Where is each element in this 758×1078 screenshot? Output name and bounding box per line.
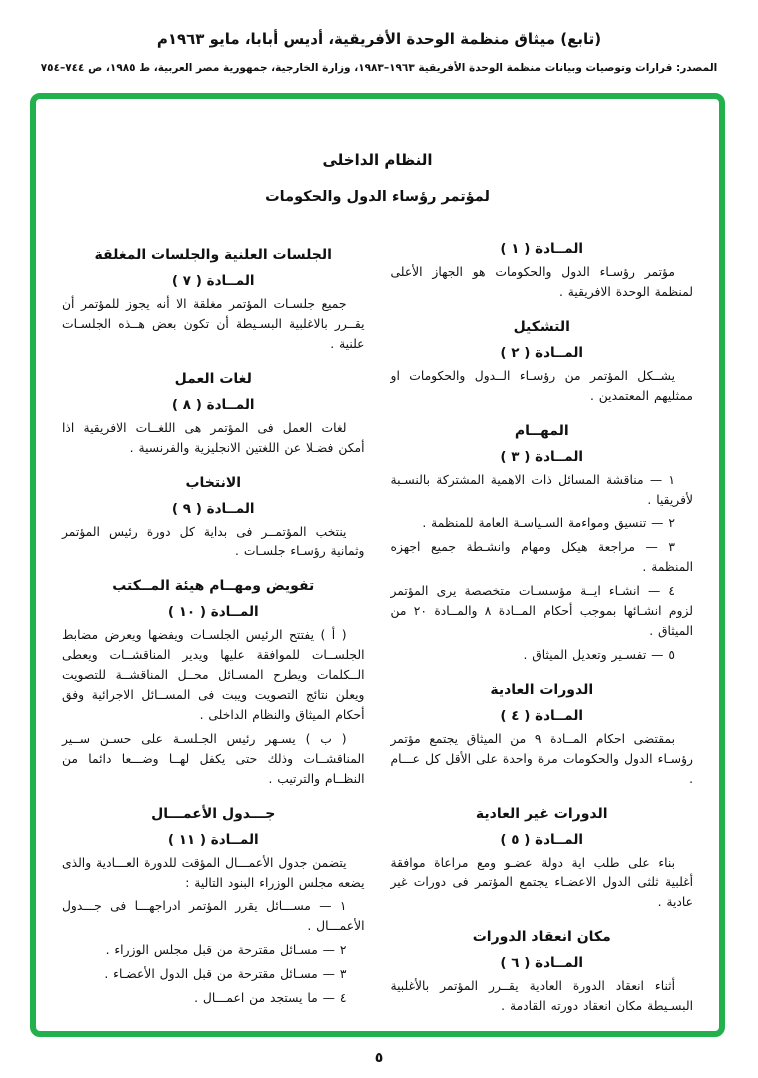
section-heading: الانتخاب (185, 474, 242, 491)
article-paragraph: ( ب ) يسـهر رئيس الجـلسـة على حسـن ســير المناقشــات وذلك حتى يكفل لهــا وضـــعا دائما من النظــام والترتيب . (62, 731, 365, 786)
article-number: المــادة ( ٦ ) (500, 955, 584, 972)
article-paragraph: ٣ — مسـائل مقترحة من قبل الدول الأعضـاء . (104, 967, 347, 982)
article-paragraph: ٢ — مسـائل مقترحة من قبل مجلس الوزراء . (105, 943, 347, 958)
article-section (62, 806, 365, 1009)
article-number: المــادة ( ٧ ) (171, 273, 255, 289)
article-paragraph: بناء على طلب اية دولة عضـو ومع مراعاة موافقة أغلبية ثلثى الدول الاعضـاء يجتمع المؤتمر فى دورات غير عادية . (390, 855, 693, 910)
doc-title-block (62, 151, 693, 205)
article-section (391, 806, 694, 914)
article-paragraph: أثناء انعقاد الدورة العادية يقــرر المؤتمر بالأغلبية البسـيطة مكان انعقاد دورته القادمة . (390, 979, 693, 1014)
article-paragraph: ٢ — تنسيق ومواءمة السـياسـة العامة للمنظمة . (422, 516, 675, 531)
article-number: المــادة ( ٢ ) (500, 344, 584, 361)
section-heading: لغات العمل (174, 370, 252, 387)
doc-title: النظام الداخلى (322, 151, 433, 169)
article-section (62, 247, 365, 355)
section-heading: التشكيل (513, 318, 570, 335)
article-paragraph: ٥ — تفسـير وتعديل الميثاق . (523, 647, 675, 662)
article-paragraph: لغات العمل فى المؤتمر هى اللغــات الافريقية اذا أمكن فضـلا عن اللغتين الانجليزية والفرنسية . (62, 420, 365, 455)
document-header-title: (تابع) ميثاق منظمة الوحدة الأفريقية، أديس أبابا، مايو ١٩٦٣م (156, 30, 602, 48)
article-number: المــادة ( ٤ ) (500, 707, 584, 724)
article-number: المــادة ( ٨ ) (171, 396, 255, 413)
article-section (391, 319, 694, 407)
article-paragraph: جميع جلسـات المؤتمر مغلقة الا أنه يجوز للمؤتمر أن يقــرر بالاغلبية البسـيطة أن تكون بعض هــذه الجلسـات علنية . (62, 297, 365, 351)
section-heading: جـــدول الأعمـــال (151, 805, 276, 822)
article-paragraph: ٤ — ما يستجد من اعمـــال . (194, 991, 347, 1006)
article-number: المــادة ( ٥ ) (500, 831, 584, 848)
article-number: المــادة ( ١٠ ) (167, 604, 259, 621)
article-number: المــادة ( ٩ ) (171, 500, 255, 517)
article-paragraph: بمقتضى احكام المــادة ٩ من الميثاق يجتمع مؤتمر رؤسـاء الدول والحكومات مرة واحدة على الأقل كل عـــام . (390, 731, 693, 786)
column-right (391, 231, 694, 1025)
article-section (391, 929, 694, 1017)
article-section (391, 423, 694, 666)
article-paragraph: ٤ — انشـاء ايــة مؤسسـات متخصصة يرى المؤتمر لزوم انشـائها بموجب أحكام المــادة ٨ والمــادة ٢٠ من الميثاق . (390, 584, 694, 638)
document-source-line: المصدر: قرارات وتوصيات وبيانات منظمة الوحدة الأفريقية ١٩٦٣–١٩٨٣، وزارة الخارجية، جمهورية مصر العربية، ط ١٩٨٥، ص ٧٤٤–٧٥٤ (40, 62, 718, 74)
article-number: المــادة ( ١ ) (500, 241, 584, 257)
article-paragraph: يشــكل المؤتمر من رؤسـاء الــدول والحكومات او ممثليهم المعتمدين . (390, 368, 693, 403)
article-paragraph: مؤتمر رؤسـاء الدول والحكومات هو الجهاز الأعلى لمنظمة الوحدة الافريقية . (390, 265, 693, 299)
section-heading: المهــام (514, 422, 569, 439)
article-paragraph: ( أ ) يفتتح الرئيس الجلسـات ويفضها ويعرض مضابط الجلســات للموافقة عليها ويدير المناقشــات ويعطى الــكلمات ويطرح المسـائل محــل المناقشــة للتصويت ويعلن نتائج التصويت ويبت فى المســائل الاجرائية وفق أحكام الميثاق والنظام الداخلى . (62, 628, 365, 722)
article-section (391, 241, 694, 303)
article-section (391, 682, 694, 790)
green-border-frame (30, 93, 725, 1037)
article-paragraph: يتضمن جدول الأعمـــال المؤقت للدورة العـــادية والذى يضعه مجلس الوزراء البنود التالية : (61, 855, 365, 890)
article-section (62, 475, 365, 563)
section-heading: تفويض ومهــام هيئة المــكتب (112, 578, 315, 595)
article-number: المــادة ( ٣ ) (500, 448, 584, 465)
section-heading: مكان انعقاد الدورات (472, 929, 611, 946)
article-paragraph: ١ — مســـائل يقرر المؤتمر ادراجهـــا فى جـــدول الأعمـــال . (62, 899, 365, 934)
article-section (62, 371, 365, 459)
column-left (62, 231, 365, 1025)
article-paragraph: ١ — مناقشة المسائل ذات الاهمية المشتركة بالنسـبة لأفريقيا . (390, 472, 693, 507)
section-heading: الجلسات العلنية والجلسات المغلقة (94, 247, 332, 263)
page-number: ٥ (374, 1050, 384, 1066)
section-heading: الدورات غير العادية (475, 805, 608, 822)
article-paragraph: ينتخب المؤتمــر فى بداية كل دورة رئيس المؤتمر وثمانية رؤسـاء جلسـات . (62, 524, 365, 559)
article-section (62, 578, 365, 789)
article-number: المــادة ( ١١ ) (167, 831, 259, 848)
article-paragraph: ٣ — مراجعة هيكل ومهام وانشـطة جميع اجهزه المنظمة . (390, 540, 693, 575)
section-heading: الدورات العادية (490, 681, 594, 698)
doc-subtitle: لمؤتمر رؤساء الدول والحكومات (265, 189, 490, 205)
two-column-layout (62, 231, 693, 1025)
